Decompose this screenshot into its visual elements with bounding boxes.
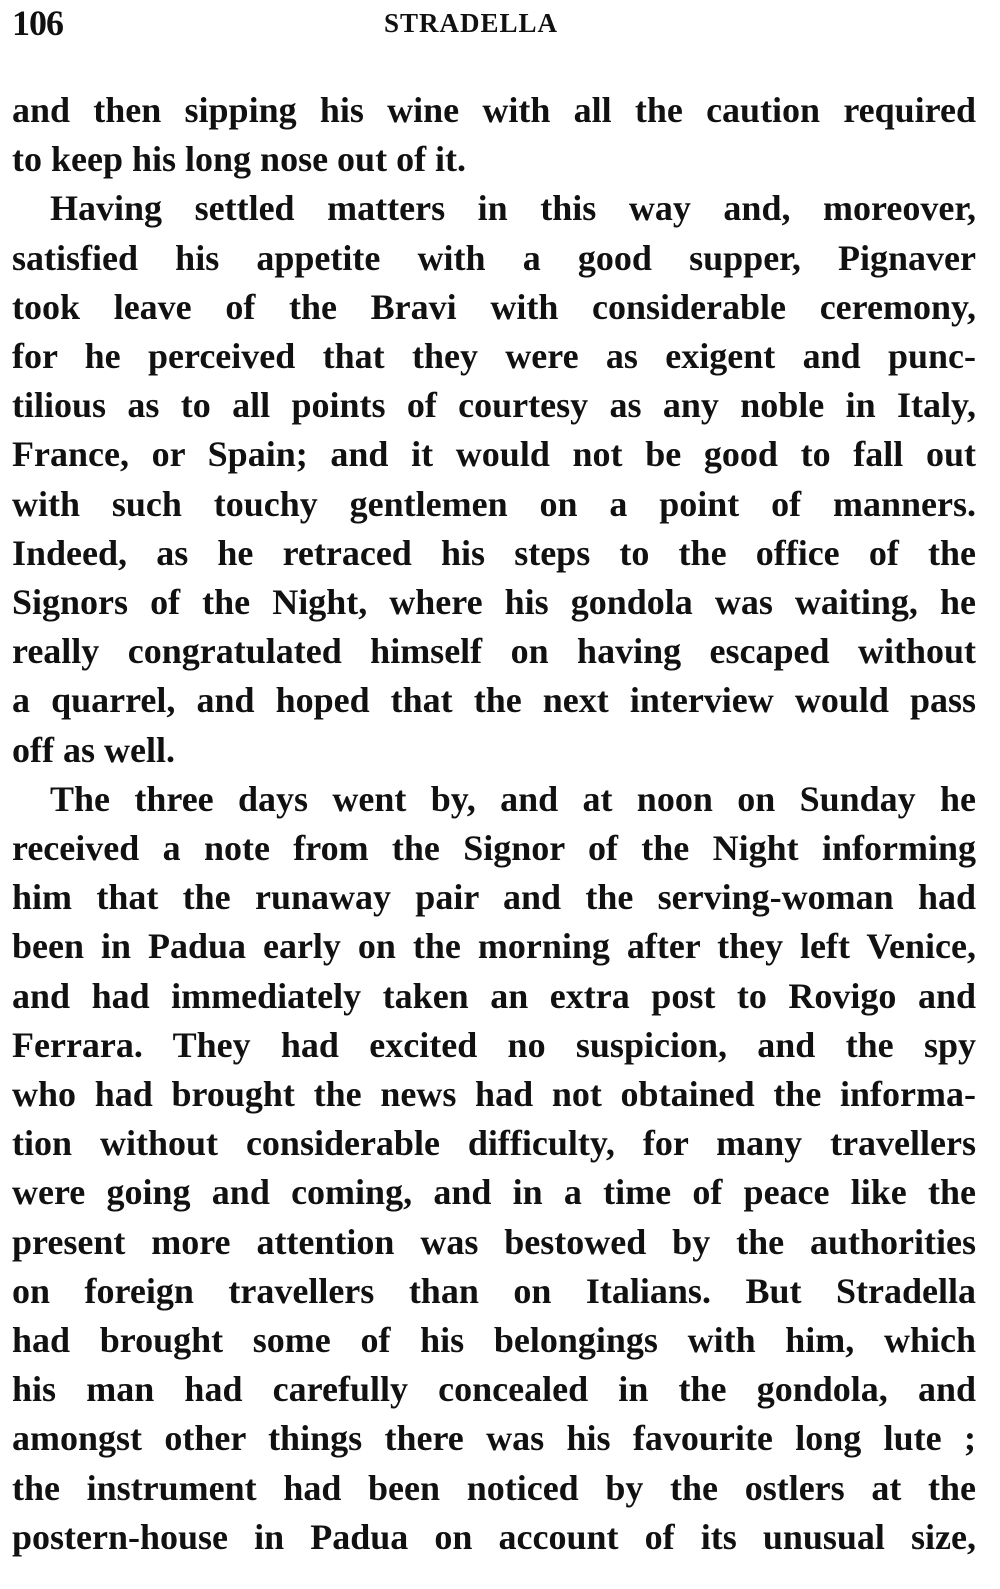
text-line: to keep his long nose out of it. — [12, 139, 467, 180]
running-title: STRADELLA — [384, 8, 559, 38]
text-line: Having settled matters in this way and, moreover, — [50, 188, 976, 229]
text-line: off as well. — [12, 729, 175, 770]
text-line: amongst other things there was his favourite long lute ; — [12, 1418, 976, 1459]
text-line: a quarrel, and hoped that the next interview would pass — [12, 680, 976, 721]
text-line: and had immediately taken an extra post to Rovigo and — [12, 975, 976, 1016]
running-head — [12, 0, 976, 52]
text-line: were going and coming, and in a time of peace like the — [12, 1172, 976, 1213]
text-line: really congratulated himself on having escaped without — [12, 631, 976, 672]
text-line: satisfied his appetite with a good supper, Pignaver — [12, 237, 976, 278]
body-text — [12, 86, 976, 1562]
text-line: present more attention was bestowed by the authorities — [12, 1221, 976, 1262]
text-line: tion without considerable difficulty, for many travellers — [12, 1123, 976, 1164]
text-line: received a note from the Signor of the Night informing — [12, 828, 976, 869]
text-line: been in Padua early on the morning after they left Venice, — [12, 926, 976, 967]
text-line: and then sipping his wine with all the caution required — [12, 90, 976, 130]
text-line: had brought some of his belongings with him, which — [12, 1320, 976, 1361]
text-line: tilious as to all points of courtesy as any noble in Italy, — [12, 385, 976, 426]
page-number: 106 — [12, 3, 63, 43]
text-line: Signors of the Night, where his gondola was waiting, he — [12, 582, 976, 623]
text-line: on foreign travellers than on Italians. But Stradella — [12, 1270, 976, 1311]
paragraph-1 — [12, 86, 976, 184]
text-line: for he perceived that they were as exigent and punc- — [12, 336, 976, 377]
text-line: his man had carefully concealed in the gondola, and — [12, 1369, 976, 1410]
text-line: Indeed, as he retraced his steps to the office of the — [12, 532, 976, 573]
paragraph-2 — [12, 184, 976, 774]
text-line: took leave of the Bravi with considerable ceremony, — [12, 286, 976, 327]
text-line: him that the runaway pair and the serving-woman had — [12, 877, 976, 918]
text-line: France, or Spain; and it would not be good to fall out — [12, 434, 976, 475]
text-line: the instrument had been noticed by the ostlers at the — [12, 1467, 976, 1508]
text-line: with such touchy gentlemen on a point of manners. — [12, 483, 976, 524]
text-line: The three days went by, and at noon on Sunday he — [50, 778, 976, 819]
paragraph-3 — [12, 775, 976, 1562]
text-line: who had brought the news had not obtained the informa- — [12, 1074, 976, 1115]
text-line: postern-house in Padua on account of its unusual size, — [12, 1516, 976, 1557]
text-line: Ferrara. They had excited no suspicion, and the spy — [12, 1024, 976, 1065]
